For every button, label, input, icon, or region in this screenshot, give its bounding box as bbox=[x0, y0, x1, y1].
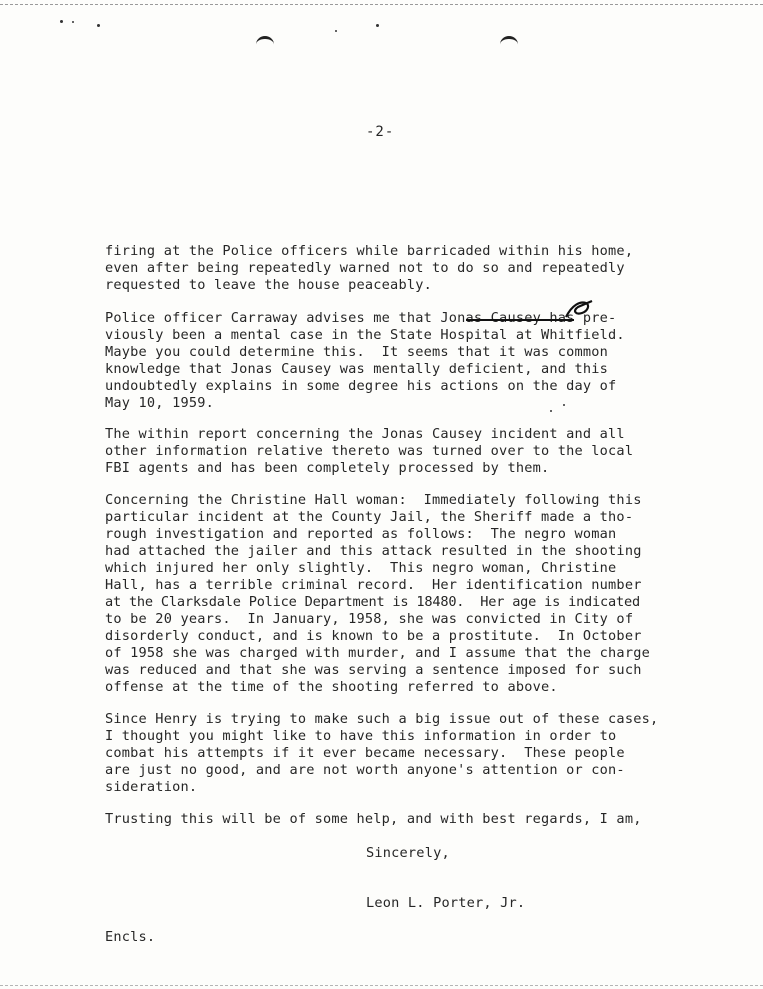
text-line: other information relative thereto was turned over to the local bbox=[105, 443, 634, 459]
text-line: undoubtedly explains in some degree his actions on the day of bbox=[105, 378, 617, 394]
signature: Leon L. Porter, Jr. bbox=[366, 895, 526, 911]
text-line: even after being repeatedly warned not to do so and repeatedly bbox=[105, 260, 625, 276]
text-line: of 1958 she was charged with murder, and I assume that the charge bbox=[105, 645, 650, 661]
handwritten-check-mark bbox=[562, 297, 596, 323]
scan-speck bbox=[335, 30, 337, 32]
text-line: Police officer Carraway advises me that Jonas Causey has pre- bbox=[105, 310, 617, 326]
text-line: I thought you might like to have this information in order to bbox=[105, 728, 617, 744]
text-line: sideration. bbox=[105, 779, 198, 795]
text-line: Trusting this will be of some help, and with best regards, I am, bbox=[105, 811, 642, 827]
text-line: May 10, 1959. bbox=[105, 395, 214, 411]
page-number: -2- bbox=[366, 124, 395, 140]
text-line: are just no good, and are not worth anyone's attention or con- bbox=[105, 762, 625, 778]
enclosures-note: Encls. bbox=[105, 929, 156, 945]
text-line: firing at the Police officers while barricaded within his home, bbox=[105, 243, 634, 259]
text-line: combat his attempts if it ever became necessary. These people bbox=[105, 745, 625, 761]
text-line: particular incident at the County Jail, the Sheriff made a tho- bbox=[105, 509, 634, 525]
text-line: disorderly conduct, and is known to be a prostitute. In October bbox=[105, 628, 642, 644]
text-line: rough investigation and reported as follows: The negro woman bbox=[105, 526, 617, 542]
text-line: Concerning the Christine Hall woman: Immediately following this bbox=[105, 492, 642, 508]
text-line: Hall, has a terrible criminal record. Her identification number bbox=[105, 577, 642, 593]
handwritten-underline bbox=[466, 319, 574, 321]
text-line: at the Clarksdale Police Department is 18480. Her age is indicated bbox=[105, 594, 640, 610]
text-line: was reduced and that she was serving a sentence imposed for such bbox=[105, 662, 642, 678]
scan-top-edge bbox=[0, 4, 763, 5]
text-line: had attached the jailer and this attack resulted in the shooting bbox=[105, 543, 642, 559]
text-line: The within report concerning the Jonas Causey incident and all bbox=[105, 426, 625, 442]
scan-speck bbox=[97, 24, 100, 27]
text-line: FBI agents and has been completely processed by them. bbox=[105, 460, 550, 476]
scan-bottom-edge bbox=[0, 985, 763, 986]
text-line: Since Henry is trying to make such a big issue out of these cases, bbox=[105, 711, 659, 727]
text-line: offense at the time of the shooting referred to above. bbox=[105, 679, 558, 695]
scan-speck bbox=[72, 21, 74, 23]
text-line: Maybe you could determine this. It seems that it was common bbox=[105, 344, 609, 360]
scan-speck bbox=[60, 20, 63, 23]
text-line: requested to leave the house peaceably. bbox=[105, 277, 432, 293]
text-line: knowledge that Jonas Causey was mentally deficient, and this bbox=[105, 361, 609, 377]
closing: Sincerely, bbox=[366, 845, 450, 861]
scan-speck bbox=[563, 404, 565, 406]
scan-speck bbox=[550, 410, 552, 412]
punch-hole-mark-left bbox=[256, 36, 274, 53]
text-line: to be 20 years. In January, 1958, she was convicted in City of bbox=[105, 611, 634, 627]
text-line: which injured her only slightly. This negro woman, Christine bbox=[105, 560, 617, 576]
text-line: viously been a mental case in the State Hospital at Whitfield. bbox=[105, 327, 625, 343]
scan-speck bbox=[376, 24, 379, 27]
punch-hole-mark-right bbox=[500, 36, 518, 53]
